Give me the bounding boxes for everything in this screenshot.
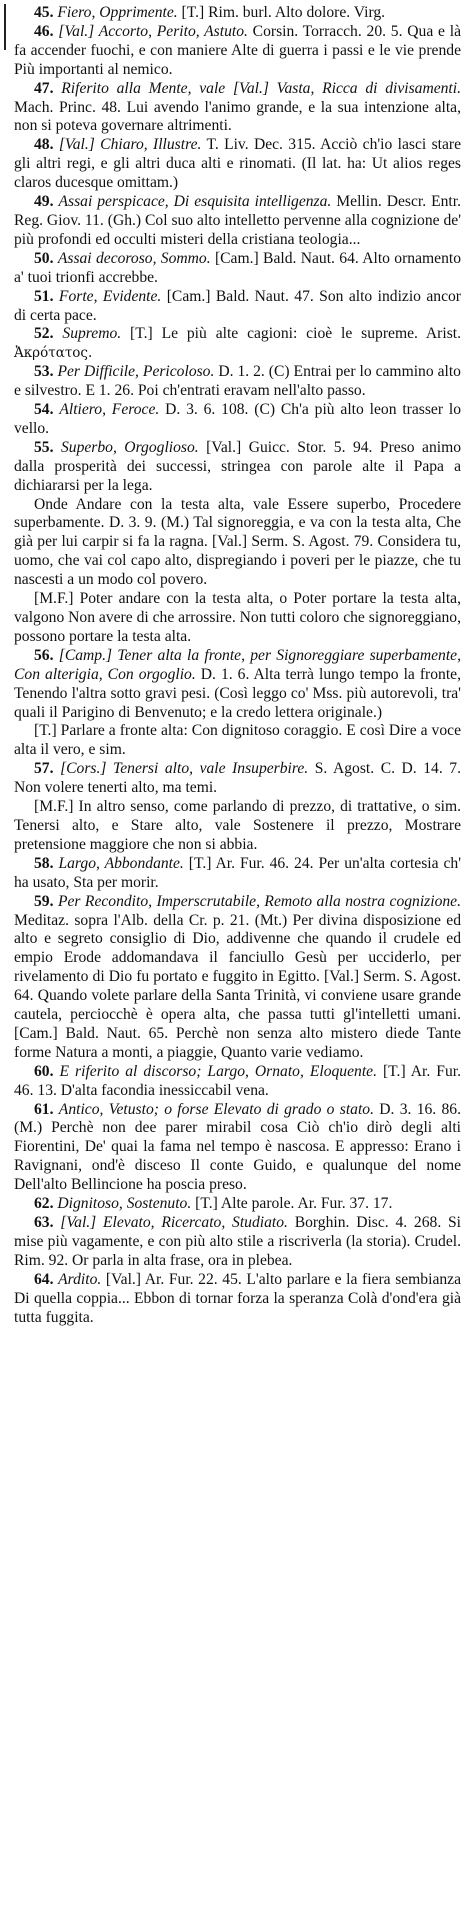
entry-number: 52. [34, 325, 54, 343]
entry-text: [Cam.] Bald. Naut. 64. Alto ornamento a' tuoi trionfi accrebbe. [14, 249, 461, 286]
entry-59 [14, 893, 461, 1063]
entry-text: Mellin. Descr. Entr. Reg. Giov. 11. (Gh.) Col suo alto intelletto pervenne alla cognizione de' più profondi ed occulti misteri della cristiana teologia... [14, 193, 461, 248]
entry-text: Meditaz. sopra l'Alb. della Cr. p. 21. (Mt.) Per divina disposizione ed alto e segreto consiglio di Dio, addivenne che quando il crudele ed empio Erode addomandava il fanciullo Gesù per ucciderlo, per rivelamento di Dio fu portato e fuggito in Egitto. [Val.] Serm. S. Agost. 64. Quando volete parlare della Santa Trinità, vi conviene usare grande cautela, perciocchè è opera alta, che passa tutti gl'intelletti umani. [Cam.] Bald. Naut. 65. Perchè non senza alto mistero diede Tante forme Natura a monti, a piaggie, Quanto varie vediamo. [14, 911, 461, 1061]
entry-definition: Per Difficile, Pericoloso. [57, 363, 215, 381]
entry-53 [14, 363, 461, 401]
entry-number: 49. [34, 193, 54, 211]
entry-definition: Dignitoso, Sostenuto. [57, 1195, 192, 1213]
entry-definition: Per Recondito, Imperscrutabile, Remoto alla nostra cognizione. [57, 892, 461, 910]
entry-52 [14, 325, 461, 363]
entry-definition: [Val.] Chiaro, Illustre. [58, 136, 202, 154]
greek-word: Ἀκρότατος. [14, 345, 93, 362]
entry-47 [14, 80, 461, 137]
entry-text: [T.] Alte parole. Ar. Fur. 37. 17. [191, 1195, 393, 1213]
entry-number: 58. [34, 854, 54, 872]
entry-63 [14, 1214, 461, 1271]
entry-definition: Fiero, Opprimente. [57, 4, 178, 21]
entry-definition: Supremo. [62, 325, 122, 343]
entry-definition: Assai decoroso, Sommo. [57, 249, 211, 267]
margin-rule [4, 4, 6, 50]
entry-number: 53. [34, 363, 54, 381]
entry-text: [M.F.] In altro senso, come parlando di prezzo, di trattative, o sim. Tenersi alto, e Stare alto, vale Sostenere il prezzo, Mostrare pretensione maggiore che non si abbia. [14, 798, 461, 853]
entry-definition: [Cors.] Tenersi alto, vale Insuperbire. [60, 760, 309, 778]
entry-number: 45. [34, 4, 54, 21]
entry-text: T. Liv. Dec. 315. Acciò ch'io lasci stare gli altri regi, e gli altri duca alti e rinomati. (Il lat. ha: Ut alios reges claros ducesque omittam.) [14, 136, 462, 192]
entry-definition: Riferito alla Mente, vale [Val.] Vasta, Ricca di divisamenti. [61, 79, 461, 97]
entry-62 [14, 1195, 461, 1214]
entry-49 [14, 193, 461, 250]
entry-48 [14, 136, 461, 193]
entry-text: S. Agost. C. D. 14. 7. Non volere tenerti alto, ma temi. [14, 760, 461, 797]
entry-definition: [Val.] Accorto, Perito, Astuto. [58, 22, 248, 40]
entry-number: 61. [34, 1100, 54, 1118]
entry-55-andare-testa-alta [14, 496, 461, 591]
entry-definition: Largo, Abbondante. [58, 854, 184, 872]
entry-text: [T.] Parlare a fronte alta: Con dignitoso coraggio. E così Dire a voce alta il vero, e sim. [14, 722, 461, 759]
entry-text: D. 1. 6. Alta terrà lungo tempo la fronte, Tenendo l'altra sotto gravi pesi. (Così leggo co' Mss. più autorevoli, tra' quali il Parigino di Benvenuto; e la credo lettera originale.) [14, 665, 461, 721]
entry-definition: Forte, Evidente. [58, 287, 162, 305]
entry-text: Corsin. Torracch. 20. 5. Qua e là fa accender fuochi, e con maniere Alte di guerra i passi e le vie prende Più importanti al nemico. [14, 22, 461, 78]
entry-text: Onde Andare con la testa alta, vale Essere superbo, Procedere superbamente. D. 3. 9. (M.) Tal signoreggia, e va con la testa alta, Che già per lui carpir si fa la ragna. [Val.] Serm. S. Agost. 79. Considera tu, uomo, che vai col capo alto, dispregiando i poveri per le piazze, che tu nascesti a un modo col povero. [14, 495, 461, 589]
entry-definition: Ardito. [58, 1270, 102, 1288]
entry-number: 56. [34, 646, 54, 664]
entry-number: 54. [34, 401, 54, 419]
entry-definition: [Camp.] Tener alta la fronte, per Signoreggiare superbamente, Con alterigia, Con orgoglio. [14, 646, 461, 683]
entry-54 [14, 401, 461, 439]
entry-number: 46. [34, 22, 54, 40]
entry-number: 63. [34, 1214, 54, 1231]
entry-number: 59. [34, 892, 54, 910]
entry-text: D. 3. 16. 86. (M.) Perchè non dee parer mirabil cosa Ciò ch'io dirò degli alti Fiorentini, De' quai la fama nel tempo è nascosa. E appresso: Erano i Ravignani, ond'è disceso Il conte Guido, e qualunque del nome Dell'alto Bellincione ha poscia preso. [14, 1100, 461, 1194]
entry-text: [Cam.] Bald. Naut. 47. Son alto indizio ancor di certa pace. [14, 287, 461, 324]
entry-number: 55. [34, 438, 54, 456]
entry-number: 50. [34, 249, 54, 267]
entry-number: 48. [34, 136, 54, 154]
entry-number: 60. [34, 1062, 54, 1080]
entry-text: [M.F.] Poter andare con la testa alta, o Poter portare la testa alta, valgono Non avere di che arrossire. Non tutti coloro che signoreggiano, possono portare la testa alta. [14, 590, 461, 645]
entry-definition: Assai perspicace, Di esquisita intelligenza. [58, 193, 332, 211]
entry-number: 51. [34, 287, 54, 305]
entry-55 [14, 439, 461, 496]
entry-64 [14, 1271, 461, 1328]
entry-46 [14, 23, 461, 80]
entry-text: [T.] Rim. burl. Alto dolore. Virg. [177, 4, 386, 21]
entry-text: [Val.] Guicc. Stor. 5. 94. Preso animo dalla prosperità dei successi, stringea con parole alte il Papa a dichiararsi per la lega. [14, 438, 462, 494]
entry-45 [14, 4, 461, 23]
entry-61 [14, 1101, 461, 1196]
entry-50 [14, 250, 461, 288]
entry-text: Borghin. Disc. 4. 268. Si mise più vagamente, e con più alto stile a riscriverla (la storia). Crudel. Rim. 92. Or parla in alta frase, ora in plebea. [14, 1214, 461, 1269]
entry-number: 62. [34, 1195, 54, 1213]
entry-text: [T.] Ar. Fur. 46. 24. Per un'alta cortesia ch' ha usato, Sta per morir. [14, 854, 462, 891]
entry-number: 47. [34, 79, 54, 97]
entry-definition: Antico, Vetusto; o forse Elevato di grado o stato. [58, 1100, 374, 1118]
entry-definition: Altiero, Feroce. [59, 401, 160, 419]
entry-57 [14, 760, 461, 798]
entry-definition: E riferito al discorso; Largo, Ornato, Eloquente. [59, 1062, 377, 1080]
entry-text: [T.] Le più alte cagioni: cioè le supreme. Arist. [121, 325, 461, 343]
entry-text: [T.] Ar. Fur. 46. 13. D'alta facondia inessiccabil vena. [14, 1062, 461, 1099]
entry-58 [14, 855, 461, 893]
entry-55-poter-andare [14, 590, 461, 647]
entry-56-parlare-fronte-alta [14, 722, 461, 760]
entry-number: 57. [34, 760, 54, 778]
entry-57-tenersi-alto [14, 798, 461, 855]
entry-text: D. 3. 6. 108. (C) Ch'a più alto leon trasser lo vello. [14, 401, 461, 437]
entry-definition: Superbo, Orgoglioso. [60, 438, 199, 456]
entry-60 [14, 1063, 461, 1101]
entry-56 [14, 647, 461, 723]
entry-number: 64. [34, 1270, 54, 1288]
entry-text: Mach. Princ. 48. Lui avendo l'animo grande, e la sua intenzione alta, non si poteva governare altrimenti. [14, 98, 461, 135]
entry-definition: [Val.] Elevato, Ricercato, Studiato. [60, 1214, 288, 1231]
entry-text: D. 1. 2. (C) Entrai per lo cammino alto e silvestro. E 1. 26. Poi ch'entrati eravam nell'alto passo. [14, 363, 461, 400]
entry-text: [Val.] Ar. Fur. 22. 45. L'alto parlare e la fiera sembianza Di quella coppia... Ebbon di tornar forza la speranza Colà d'ond'era già tutta fuggita. [14, 1270, 461, 1326]
entry-51 [14, 288, 461, 326]
